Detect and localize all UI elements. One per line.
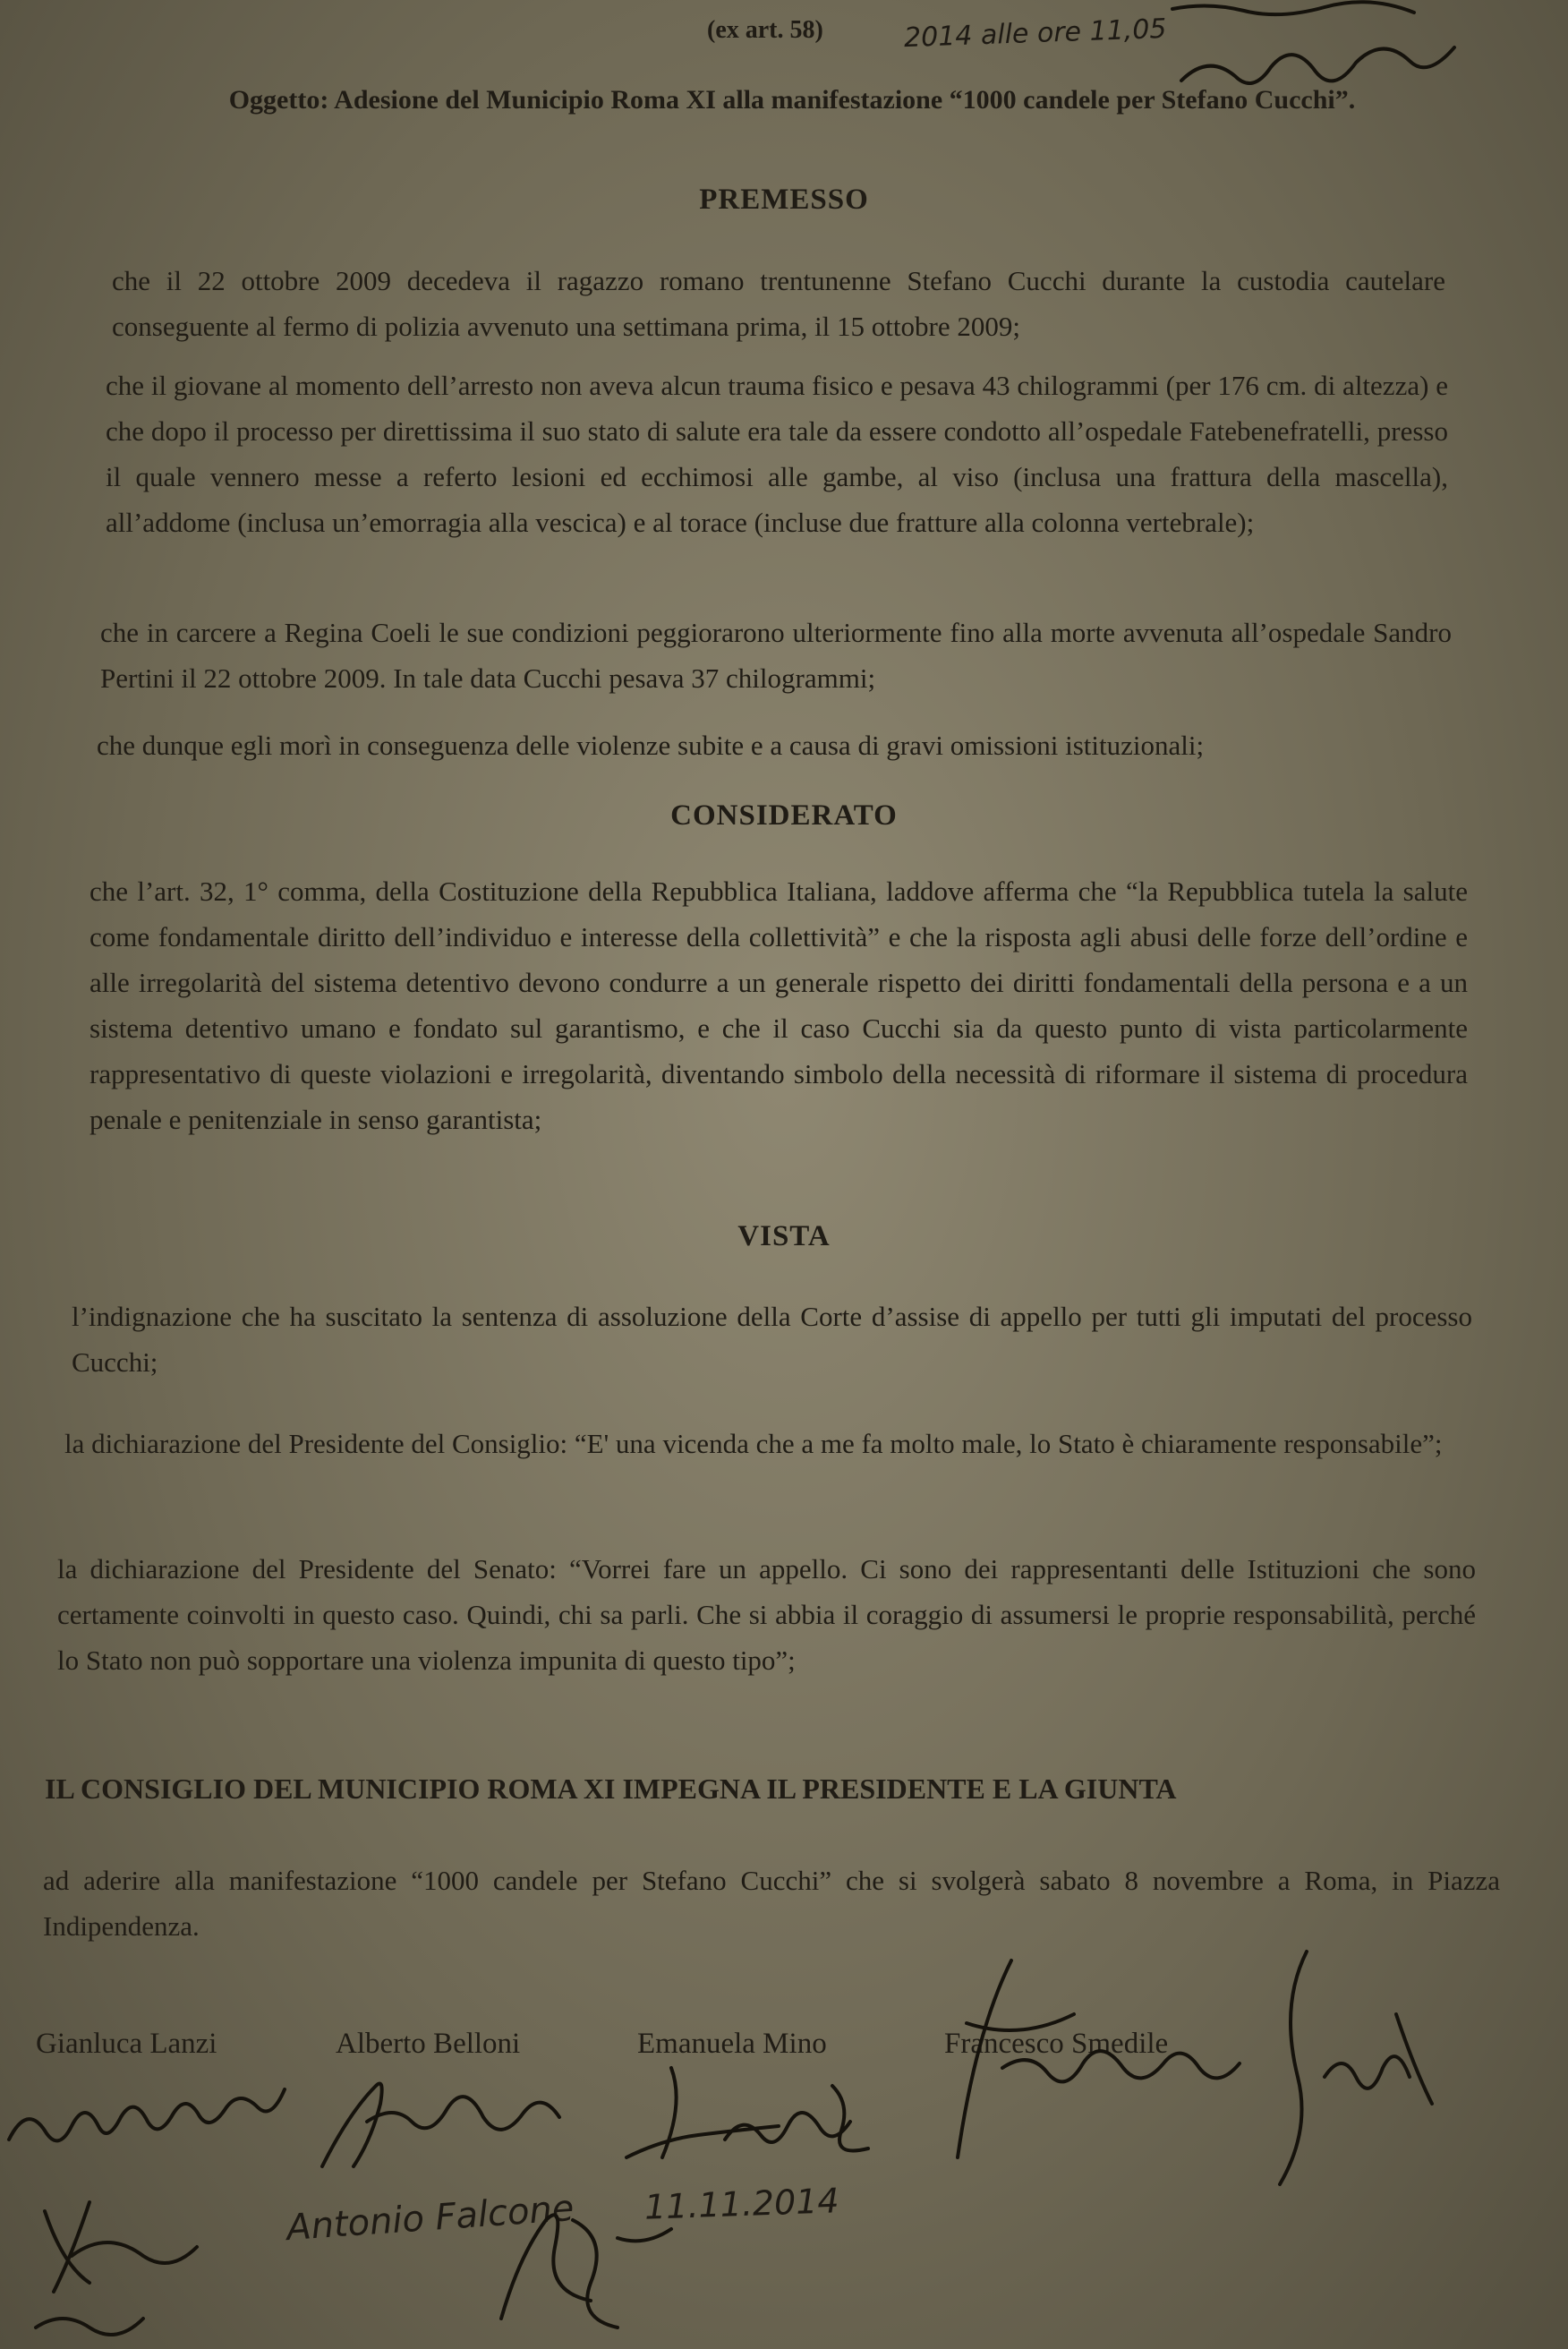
signature-scribble-bottom-center <box>465 2184 698 2336</box>
vista-paragraph-1: l’indignazione che ha suscitato la sentenza di assoluzione della Corte d’assise di appello per tutti gli imputati del processo Cucchi; <box>72 1301 1472 1378</box>
premesso-paragraph-1: che il 22 ottobre 2009 decedeva il ragazzo romano trentunenne Stefano Cucchi durante la custodia cautelare conseguente al fermo di polizia avvenuto una settimana prima, il 15 ottobre 2009; <box>112 265 1445 342</box>
premesso-paragraph-2: che il giovane al momento dell’arresto non aveva alcun trauma fisico e pesava 43 chilogrammi (per 176 cm. di altezza) e che dopo il processo per direttissima il suo stato di salute era tale da essere condotto all’ospedale Fatebenefratelli, presso il quale vennero messe a referto lesioni ed ecchimosi alle gambe, al viso (inclusa una frattura della mascella), all’addome (inclusa un’emorragia alla vescica) e al torace (incluse due fratture alla colonna vertebrale); <box>106 370 1448 538</box>
subject-line: Oggetto: Adesione del Municipio Roma XI alla manifestazione “1000 candele per Stefano Cucchi”. <box>228 85 1356 115</box>
vista-paragraph-3: la dichiarazione del Presidente del Senato: “Vorrei fare un appello. Ci sono dei rappresentanti delle Istituzioni che sono certamente coinvolti in questo caso. Quindi, chi sa parli. Che si abbia il coraggio di assumersi le proprie responsabilità, perché lo Stato non può sopportare una violenza impunita di questo tipo”; <box>57 1553 1476 1676</box>
handwritten-date: 11.11.2014 <box>643 2181 840 2227</box>
signature-lanzi <box>0 2077 322 2184</box>
signatory-name-3: Emanuela Mino <box>637 2028 827 2060</box>
handwritten-name: Antonio Falcone <box>285 2187 575 2250</box>
heading-vista: VISTA <box>737 1220 831 1252</box>
signatory-name-1: Gianluca Lanzi <box>36 2028 217 2060</box>
signature-scribble-bottom-left <box>18 2175 251 2345</box>
commitment-heading: IL CONSIGLIO DEL MUNICIPIO ROMA XI IMPEGNA IL PRESIDENTE E LA GIUNTA <box>45 1772 1177 1805</box>
signature-mino <box>618 2032 940 2184</box>
signature-smedile <box>931 1943 1468 2211</box>
premesso-paragraph-4: che dunque egli morì in conseguenza delle violenze subite e a causa di gravi omissioni istituzionali; <box>97 730 1205 761</box>
considerato-paragraph: che l’art. 32, 1° comma, della Costituzione della Repubblica Italiana, laddove afferma che “la Repubblica tutela la salute come fondamentale diritto dell’individuo e interesse della collettività” e che la risposta agli abusi delle forze dell’ordine e alle irregolarità del sistema detentivo devono condurre a un generale rispetto dei diritti fondamentali della persona e a un sistema detentivo umano e fondato sul garantismo, e che il caso Cucchi sia da questo punto di vista particolarmente rappresentativo di queste violazioni e irregolarità, diventando simbolo della necessità di riformare il sistema di procedura penale e penitenziale in senso garantista; <box>89 876 1468 1135</box>
vista-paragraph-2: la dichiarazione del Presidente del Consiglio: “E' una vicenda che a me fa molto male, lo Stato è chiaramente responsabile”; <box>64 1428 1443 1459</box>
heading-premesso: PREMESSO <box>699 184 869 216</box>
premesso-paragraph-3: che in carcere a Regina Coeli le sue condizioni peggiorarono ulteriormente fino alla morte avvenuta all’ospedale Sandro Pertini il 22 ottobre 2009. In tale data Cucchi pesava 37 chilogrammi; <box>100 617 1452 694</box>
signatory-name-4: Francesco Smedile <box>944 2028 1169 2060</box>
signatory-name-2: Alberto Belloni <box>336 2028 521 2060</box>
resolution-text: ad aderire alla manifestazione “1000 candele per Stefano Cucchi” che si svolgerà sabato 8 novembre a Roma, in Piazza Indipendenza. <box>43 1865 1500 1942</box>
handwritten-time-note: 2014 alle ore 11,05 <box>903 13 1168 55</box>
article-reference: (ex art. 58) <box>707 16 823 44</box>
signature-belloni <box>304 2059 600 2184</box>
heading-considerato: CONSIDERATO <box>670 799 898 832</box>
